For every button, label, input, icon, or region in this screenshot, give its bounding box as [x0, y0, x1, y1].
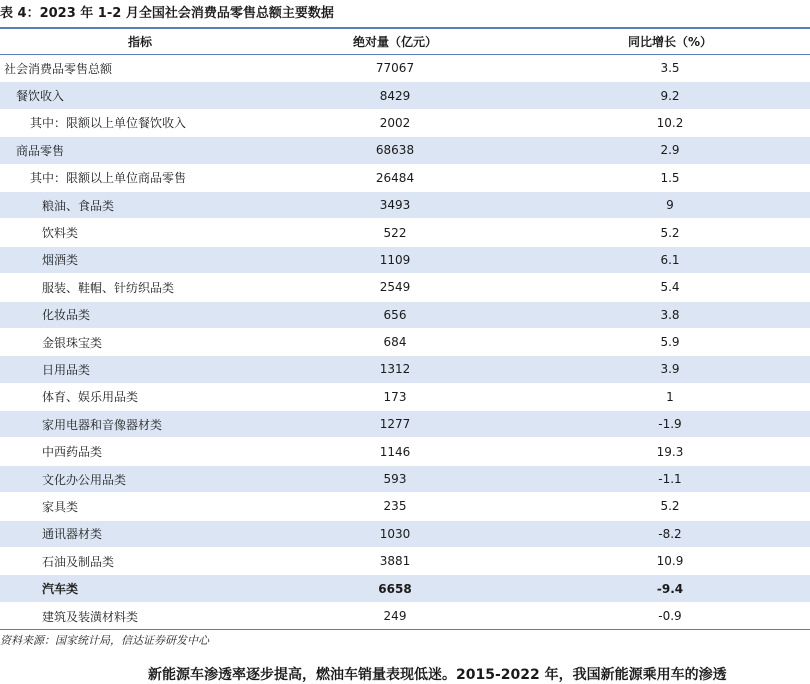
table-row [0, 411, 810, 438]
row-yoy-growth: 19.3 [656, 444, 684, 459]
row-absolute-value: 173 [383, 389, 407, 404]
row-indicator-name: 商品零售 [16, 143, 65, 158]
table-row [0, 521, 810, 548]
row-absolute-value: 1030 [379, 526, 411, 541]
row-yoy-growth: 1 [666, 389, 674, 404]
header-indicator: 指标 [127, 35, 152, 49]
row-indicator-name: 其中：限额以上单位商品零售 [30, 171, 187, 186]
row-yoy-growth: -9.4 [656, 581, 684, 596]
source-note: 资料来源：国家统计局，信达证券研发中心 [0, 634, 209, 647]
row-yoy-growth: 5.9 [660, 335, 680, 350]
table-row [0, 137, 810, 164]
row-indicator-name: 建筑及装潢材料类 [42, 609, 139, 624]
row-indicator-name: 化妆品类 [42, 308, 91, 323]
table-row [0, 247, 810, 274]
row-yoy-growth: 5.4 [660, 280, 680, 295]
table-header-row [0, 27, 810, 55]
body-paragraph: 新能源车渗透率逐步提高，燃油车销量表现低迷。2015-2022 年，我国新能源乘用车的渗透 [148, 667, 727, 683]
table-caption: 表 4：2023 年 1-2 月全国社会消费品零售总额主要数据 [0, 6, 334, 21]
table-row [0, 274, 810, 301]
row-absolute-value: 522 [383, 225, 407, 240]
row-yoy-growth: 3.5 [660, 61, 680, 76]
row-indicator-name: 中西药品类 [42, 445, 103, 460]
row-indicator-name: 金银珠宝类 [42, 335, 103, 350]
row-absolute-value: 68638 [375, 143, 415, 158]
row-yoy-growth: 10.2 [656, 115, 684, 130]
row-absolute-value: 1277 [379, 417, 411, 432]
row-indicator-name: 粮油、食品类 [42, 198, 115, 213]
row-absolute-value: 2002 [379, 115, 411, 130]
table-row [0, 55, 810, 82]
row-absolute-value: 235 [383, 499, 407, 514]
row-absolute-value: 656 [383, 307, 407, 322]
row-yoy-growth: 1.5 [660, 170, 680, 185]
row-indicator-name: 家具类 [42, 499, 79, 514]
row-absolute-value: 1146 [379, 444, 411, 459]
table-row [0, 356, 810, 383]
row-indicator-name: 家用电器和音像器材类 [42, 417, 163, 432]
table-row [0, 302, 810, 329]
row-indicator-name: 烟酒类 [42, 253, 79, 268]
table-row [0, 82, 810, 109]
row-indicator-name: 通讯器材类 [42, 527, 103, 542]
row-yoy-growth: -8.2 [658, 526, 682, 541]
row-indicator-name: 汽车类 [42, 582, 79, 597]
table-row [0, 165, 810, 192]
row-absolute-value: 3881 [379, 554, 411, 569]
header-absolute-value: 绝对量（亿元） [352, 35, 437, 49]
row-absolute-value: 26484 [375, 170, 415, 185]
row-yoy-growth: 3.8 [660, 307, 680, 322]
row-absolute-value: 684 [383, 335, 407, 350]
row-yoy-growth: 5.2 [660, 225, 680, 240]
row-absolute-value: 2549 [379, 280, 411, 295]
table-row [0, 110, 810, 137]
row-indicator-name: 文化办公用品类 [42, 472, 127, 487]
row-absolute-value: 77067 [375, 61, 415, 76]
row-indicator-name: 饮料类 [42, 226, 79, 241]
table-row [0, 329, 810, 356]
row-yoy-growth: 5.2 [660, 499, 680, 514]
row-yoy-growth: 10.9 [656, 554, 684, 569]
retail-sales-table [0, 27, 810, 630]
table-row [0, 575, 810, 602]
table-body [0, 55, 810, 630]
row-yoy-growth: 9 [666, 198, 674, 213]
row-yoy-growth: 2.9 [660, 143, 680, 158]
row-absolute-value: 593 [383, 472, 407, 487]
row-indicator-name: 餐饮收入 [16, 89, 65, 104]
row-absolute-value: 1312 [379, 362, 411, 377]
table-row [0, 438, 810, 465]
row-indicator-name: 其中：限额以上单位餐饮收入 [30, 116, 187, 131]
table-row [0, 548, 810, 575]
row-yoy-growth: -0.9 [658, 609, 682, 623]
row-indicator-name: 体育、娱乐用品类 [42, 390, 139, 405]
row-yoy-growth: -1.9 [658, 417, 682, 432]
row-indicator-name: 日用品类 [42, 362, 91, 377]
row-absolute-value: 3493 [379, 198, 411, 213]
row-absolute-value: 6658 [378, 581, 412, 596]
row-yoy-growth: -1.1 [658, 472, 682, 487]
row-indicator-name: 服装、鞋帽、针纺织品类 [42, 280, 175, 295]
table-row [0, 466, 810, 493]
row-yoy-growth: 3.9 [660, 362, 680, 377]
row-indicator-name: 石油及制品类 [42, 554, 115, 569]
header-yoy-growth: 同比增长（%） [627, 35, 713, 49]
row-yoy-growth: 6.1 [660, 252, 680, 267]
table-row [0, 384, 810, 411]
row-absolute-value: 249 [383, 609, 407, 623]
table-row [0, 493, 810, 520]
row-yoy-growth: 9.2 [660, 88, 680, 103]
table-row [0, 219, 810, 246]
table-row [0, 603, 810, 630]
table-row [0, 192, 810, 219]
row-absolute-value: 8429 [379, 88, 411, 103]
row-indicator-name: 社会消费品零售总额 [4, 61, 113, 76]
row-absolute-value: 1109 [379, 252, 411, 267]
